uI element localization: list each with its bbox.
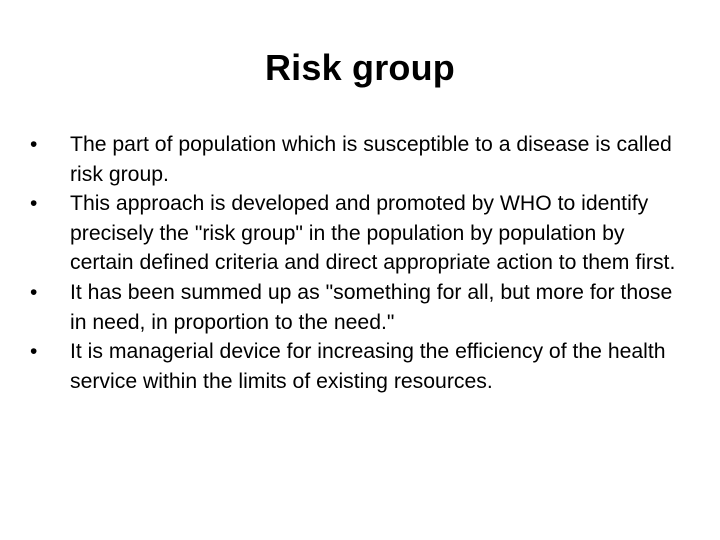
bullet-item [30, 130, 690, 189]
bullet-text: The part of population which is susceptible to a disease is called risk group. [70, 133, 672, 186]
bullet-text: It is managerial device for increasing the efficiency of the health service within the limits of existing resources. [70, 340, 666, 393]
bullet-item [30, 189, 690, 278]
bullet-text: It has been summed up as "something for all, but more for those in need, in proportion to the need." [70, 280, 673, 334]
slide-title: Risk group [264, 47, 455, 88]
bullet-dot-icon: • [30, 133, 38, 156]
bullet-dot-icon: • [30, 280, 38, 304]
bullet-list [30, 130, 690, 396]
bullet-item [30, 337, 690, 396]
bullet-dot-icon: • [30, 340, 38, 364]
bullet-text: This approach is developed and promoted by WHO to identify precisely the "risk group" in the population by population by certain defined criteria and direct appropriate action to them first. [70, 192, 676, 275]
bullet-item [30, 278, 690, 337]
bullet-dot-icon: • [30, 192, 38, 216]
